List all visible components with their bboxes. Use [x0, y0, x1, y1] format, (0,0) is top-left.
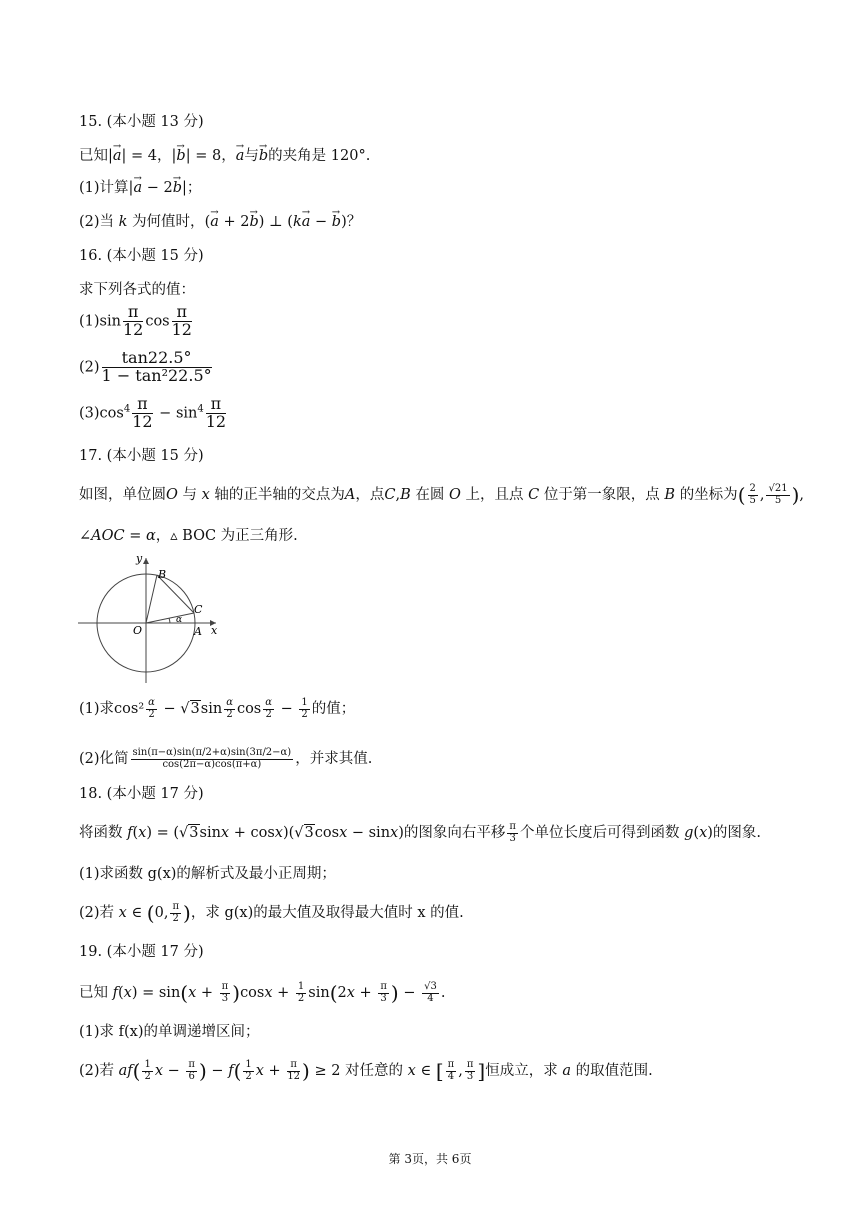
p18-header: 18. (本小题 17 分) — [79, 786, 204, 802]
p16-q2: (2) $\frac{\tan 22.5^\circ}{\text{1 − tan²22.5°}}$ — [79, 348, 212, 385]
p19-given: 已知 f(x) = sin(x + $\frac{\pi}{3}$ )cosx + $\frac{1}{2}$ sin(2x + $\frac{\pi}{3}$ ) − $\frac{√3}{4}$ . — [79, 981, 446, 1005]
label-alpha: α — [176, 615, 183, 625]
p15-q2: (2)当 k 为何值时，(→ a + 2→ b) ⊥ (k→ a − → b)？ — [79, 212, 361, 232]
p15-q1: (1)计算|→ a − 2→ b|； — [79, 178, 201, 198]
p18-q1: (1)求函数 g(x)的解析式及最小正周期； — [79, 866, 336, 882]
p17-q1: (1)求cos² $\frac{\alpha}{2}$ − √3sin $\frac{\alpha}{2}$ cos $\frac{\alpha}{2}$ − $\frac{1}{2}$ 的值； — [79, 697, 356, 720]
p19-header: 19. (本小题 17 分) — [79, 944, 204, 960]
p18-q2: (2)若 x ∈ (0, $\frac{\pi}{2}$ )，求 g(x)的最大值及取得最大值时 x 的值. — [79, 901, 464, 925]
page-footer: 第 3页，共 6页 — [388, 1152, 472, 1166]
p15-given: 已知|→ a| = 4，|→ b| = 8，→ a与→ b的夹角是 120°. — [79, 146, 370, 166]
label-B: B — [158, 568, 167, 581]
label-A: A — [194, 625, 202, 638]
label-O: O — [133, 624, 143, 637]
p17-desc2: ∠AOC = α，▵ BOC 为正三角形. — [79, 528, 298, 544]
label-y: y — [136, 552, 143, 565]
p19-q1: (1)求 f(x)的单调递增区间； — [79, 1024, 260, 1040]
p16-q1: (1)sin $\frac{\pi}{12}$ cos $\frac{\pi}{12}$ — [79, 302, 192, 339]
label-C: C — [194, 603, 203, 616]
p16-q3: $(3)\cos^4$ $\frac{\pi}{12}$ − $\sin^4$ $\frac{\pi}{12}$ — [79, 394, 227, 431]
p17-desc: 如图，单位圆O 与 x 轴的正半轴的交点为A，点C,B 在圆 O 上，且点 C 位于第一象限，点 B 的坐标为( $\frac{2}{5}$ , $\frac{√21}{5}$ ), — [79, 483, 805, 507]
label-x: x — [211, 624, 218, 637]
p19-q2: (2)若 af( $\frac{1}{2}$ x − $\frac{\pi}{6}$ ) − f( $\frac{1}{2}$ x + $\frac{\pi}{12}$ ) ≥ 2 对任意的 x ∈ [ $\frac{\pi}{4}$ , $\frac{\pi}{3}$ ]恒成立，求 a 的取值范围. — [79, 1059, 653, 1083]
p16-header: 16. (本小题 15 分) — [79, 248, 204, 264]
unit-circle-figure — [76, 550, 226, 685]
p17-header: 17. (本小题 15 分) — [79, 448, 204, 464]
p15-header: 15. (本小题 13 分) — [79, 114, 204, 130]
p17-q2: (2)化简 $\frac{\sin(\pi-\alpha)\sin(\pi/2+\alpha)\sin(3\pi/2-\alpha)}{\cos(2\pi-\alpha)\cos(\pi+\alpha)}$ ，并求其值. — [79, 747, 373, 770]
p16-intro: 求下列各式的值： — [79, 282, 195, 298]
p18-line1: 将函数 f(x) = (√3sinx + cosx)(√3cosx − sinx)的图象向右平移 $\frac{\pi}{3}$ 个单位长度后可得到函数 g(x)的图象. — [79, 821, 762, 844]
